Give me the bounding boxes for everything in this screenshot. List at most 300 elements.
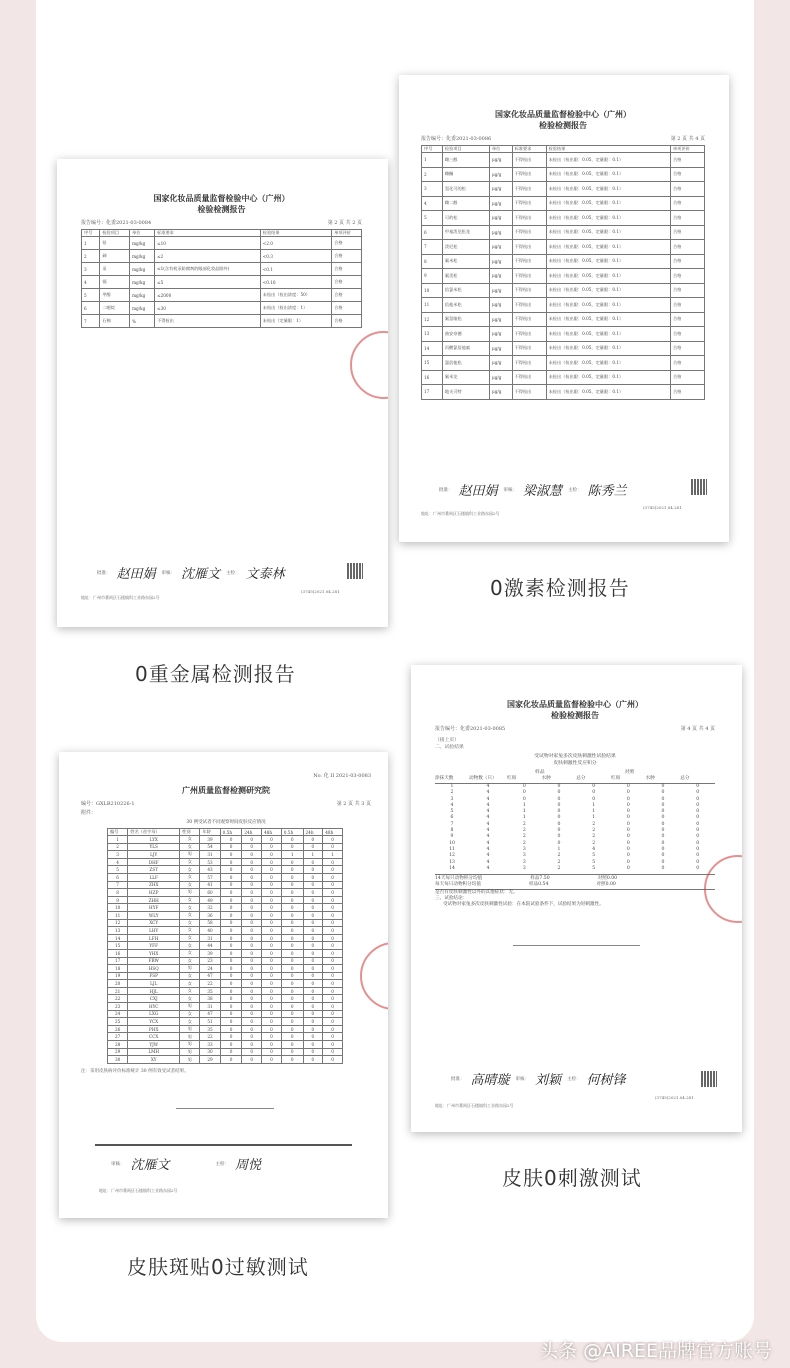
table-cell: 0 (220, 942, 242, 950)
table-cell: 0 (262, 881, 282, 889)
table-cell: 4 (486, 828, 490, 834)
table-cell: 女 (180, 1010, 200, 1018)
table-cell: 43 (200, 866, 220, 874)
report-footer-code: (3745)2021.04.281 (655, 1095, 694, 1100)
table-cell: 4 (486, 796, 490, 802)
column-header: 0.5h (220, 829, 242, 836)
table-cell: 0 (281, 858, 303, 866)
table-cell: 60 (200, 889, 220, 897)
table-cell: mg/kg (130, 276, 155, 289)
table-cell: 33 (200, 1041, 220, 1049)
table-cell: 0 (242, 1018, 262, 1026)
table-cell: 0 (262, 980, 282, 988)
report-number: 报告编号：化委2021-03-0084 (81, 220, 152, 226)
table-cell: 0 (262, 858, 282, 866)
table-cell: 51 (200, 1018, 220, 1026)
table-cell: 0 (303, 934, 323, 942)
table-cell: 男 (180, 1003, 200, 1011)
table-cell: 4 (82, 276, 100, 289)
table-cell: 未检出（检出限：0.05，定量限：0.1） (546, 283, 670, 298)
table-row (422, 327, 705, 342)
table-cell: 未检出（检出限：0.05，定量限：0.1） (546, 182, 670, 197)
table-cell: 2 (82, 250, 100, 263)
table-cell: 10 (422, 283, 443, 298)
table-cell: 0 (220, 965, 242, 973)
table-cell: 0 (592, 790, 596, 796)
table-cell: YHX (128, 949, 180, 957)
table-cell: 0 (262, 911, 282, 919)
table-cell: 0 (281, 995, 303, 1003)
table-cell: μg/g (489, 298, 512, 313)
table-cell: 0 (661, 784, 665, 789)
table-cell: 合格 (670, 167, 704, 182)
table-cell: 0 (242, 843, 262, 851)
table-cell: 0 (242, 972, 262, 980)
sample-group-label: 样品 (535, 770, 545, 775)
table-cell: μg/g (489, 167, 512, 182)
table-cell: 39 (200, 836, 220, 844)
table-cell: 4 (486, 846, 490, 852)
table-cell: 0 (281, 873, 303, 881)
table-cell: 4 (450, 802, 454, 808)
table-row (108, 1025, 343, 1033)
table-cell: 不得检出 (512, 283, 546, 298)
table-cell: 0 (262, 904, 282, 912)
table-cell: 0 (262, 836, 282, 844)
table-cell: 丙酸氯倍他索 (442, 341, 489, 356)
table-cell: 0 (696, 790, 700, 796)
table-cell: 女 (180, 1018, 200, 1026)
table-cell: 1 (108, 836, 128, 844)
table-cell: 0 (262, 1056, 282, 1064)
table-cell: 女 (180, 881, 200, 889)
table-cell: 6 (450, 815, 454, 821)
table-cell: <0.1 (260, 263, 331, 276)
table-cell: 0 (323, 995, 343, 1003)
table-cell: 未检出（检出限：0.05，定量限：0.1） (546, 211, 670, 226)
table-cell: 不得检出 (512, 240, 546, 255)
table-cell: 0 (242, 942, 262, 950)
table-row (108, 896, 343, 904)
table-cell: 0 (220, 1041, 242, 1049)
report-footer: 地址：广州市番禺区石楼镇科工业路东园2号 (81, 595, 160, 600)
table-cell: 倍氯米松 (442, 283, 489, 298)
signature-row (97, 563, 285, 582)
table-cell: 36 (200, 911, 220, 919)
table-cell: ≤10 (155, 237, 261, 250)
column-header: 标准要求 (155, 230, 261, 237)
table-cell: 2 (592, 840, 596, 846)
table-cell: HYC (128, 1003, 180, 1011)
table-cell: 合格 (332, 302, 362, 315)
inspector-label: 主检： (568, 487, 582, 493)
table-cell: 2 (592, 834, 596, 840)
table-cell: 29 (200, 1056, 220, 1064)
table-cell: 1 (522, 809, 526, 815)
table-cell: 31 (200, 851, 220, 859)
table-cell: FSP (128, 972, 180, 980)
report-serial: No. 化 II 2021-03-0083 (313, 773, 371, 779)
column-header: 48h (323, 829, 343, 836)
table-cell: WLY (128, 911, 180, 919)
report-title: 国家化妆品质量监督检验中心（广州） (495, 109, 631, 119)
table-cell: 20 (108, 980, 128, 988)
table-cell: CCX (128, 1033, 180, 1041)
table-cell: mg/kg (130, 263, 155, 276)
table-cell: 不得检出 (512, 327, 546, 342)
table-cell: <2.0 (260, 237, 331, 250)
attachment-label: 附件： (81, 810, 97, 816)
table-cell: 18 (108, 965, 128, 973)
table-cell: 合格 (332, 276, 362, 289)
table-cell: 0 (323, 957, 343, 965)
table-cell: 2 (557, 853, 561, 859)
table-cell: 0 (303, 873, 323, 881)
table-cell: 1 (592, 809, 596, 815)
table-cell: 3 (522, 865, 526, 871)
table-cell: 0 (323, 980, 343, 988)
table-cell: 0 (220, 1003, 242, 1011)
table-cell: 合格 (670, 283, 704, 298)
table-cell: 合格 (670, 269, 704, 284)
table-cell: 0 (281, 1003, 303, 1011)
column-header: 编号 (108, 829, 128, 836)
column-header: 单项评价 (332, 230, 362, 237)
table-cell: 4 (486, 815, 490, 821)
table-cell: 0 (592, 784, 596, 789)
column-header: 标准要求 (512, 146, 546, 153)
table-cell: 1 (522, 802, 526, 808)
table-cell: 0 (557, 809, 561, 815)
table-cell: 0 (220, 1048, 242, 1056)
table-cell: 未检出（检出限：0.05，定量限：0.1） (546, 196, 670, 211)
report-footer-code: (3745)2021.04.281 (643, 505, 682, 510)
table-cell: 0 (303, 881, 323, 889)
table-cell: 12 (108, 919, 128, 927)
table-cell: 0 (262, 919, 282, 927)
table-cell: 0 (303, 911, 323, 919)
table-cell: 28 (108, 1041, 128, 1049)
table-cell: 合格 (670, 298, 704, 313)
table-cell: 2 (557, 865, 561, 871)
table-cell: μg/g (489, 370, 512, 385)
table-cell: 0 (626, 809, 630, 815)
table-cell: 0 (242, 1033, 262, 1041)
table-cell: 0 (626, 828, 630, 834)
table-row (108, 949, 343, 957)
table-cell: 1 (82, 237, 100, 250)
table-cell: 0 (557, 784, 561, 789)
table-cell: 合格 (670, 240, 704, 255)
table-cell: 0 (303, 927, 323, 935)
table-cell: 0 (242, 980, 262, 988)
table-cell: 0 (592, 796, 596, 802)
table-row (108, 1010, 343, 1018)
table-cell: 17 (108, 957, 128, 965)
table-cell: 0 (696, 865, 700, 871)
table-cell: 0 (262, 896, 282, 904)
table-cell: 未检出（检出限：0.05，定量限：0.1） (546, 153, 670, 168)
table-row (82, 237, 362, 250)
table-cell: 2 (450, 790, 454, 796)
table-cell: ZHH (128, 896, 180, 904)
table-cell: 0 (557, 834, 561, 840)
table-cell: 2 (108, 843, 128, 851)
table-cell: 0 (220, 851, 242, 859)
table-cell: 0 (323, 866, 343, 874)
table-cell: 0 (242, 881, 262, 889)
table-cell: 2 (422, 167, 443, 182)
table-cell: 0 (557, 828, 561, 834)
table-cell: 0 (696, 784, 700, 789)
table-cell: 0 (626, 846, 630, 852)
table-cell: 16 (108, 949, 128, 957)
table-cell: 合格 (670, 225, 704, 240)
table-cell: 0 (323, 858, 343, 866)
table-cell: 7 (82, 315, 100, 328)
divider (95, 1144, 352, 1146)
table-cell: 0 (557, 821, 561, 827)
table-cell: 0 (220, 873, 242, 881)
table-cell: 0 (262, 1033, 282, 1041)
table-cell: 合格 (670, 327, 704, 342)
table-cell: 5 (592, 865, 596, 871)
column-header: 涂抹天数 (435, 776, 454, 781)
table-cell: 男 (180, 1025, 200, 1033)
table-cell: 0 (281, 1048, 303, 1056)
table-cell: 0 (303, 1041, 323, 1049)
table-cell: 0 (220, 957, 242, 965)
table-cell: 0 (242, 866, 262, 874)
table-cell: μg/g (489, 196, 512, 211)
column-header: 检验项目 (100, 230, 130, 237)
table-cell: 0 (281, 881, 303, 889)
inspector-signature: 陈秀兰 (587, 484, 627, 499)
heavy-metal-report-image (57, 159, 388, 627)
table-cell: LMH (128, 1048, 180, 1056)
table-cell: 5 (592, 853, 596, 859)
table-cell: 4 (486, 790, 490, 796)
table-cell: 男 (180, 889, 200, 897)
table-cell: 16 (422, 370, 443, 385)
qr-code-icon (347, 563, 363, 579)
table-cell: 13 (449, 859, 455, 865)
table-cell: 24 (200, 965, 220, 973)
table-row (422, 385, 705, 400)
table-cell: 0 (242, 965, 262, 973)
table-cell: 0 (262, 1010, 282, 1018)
table-cell: 0 (281, 1041, 303, 1049)
table-cell: 0 (557, 790, 561, 796)
table-row (108, 889, 343, 897)
table-cell: 0 (281, 942, 303, 950)
table-cell: 0 (242, 957, 262, 965)
column-header: 姓名（首字母） (128, 829, 180, 836)
total-score-label: 14天每只动物积分均值 (435, 876, 483, 882)
caption-irritation: 皮肤0刺激测试 (502, 1166, 642, 1190)
table-row (108, 965, 343, 973)
column-header: 48h (262, 829, 282, 836)
table-cell: LXG (128, 1010, 180, 1018)
table-cell: 0 (661, 865, 665, 871)
table-cell: 4 (486, 834, 490, 840)
table-cell: 氯倍他松 (442, 356, 489, 371)
table-cell: 0 (242, 1025, 262, 1033)
table-cell: 不得检出 (512, 254, 546, 269)
table-cell: 未检出（检出限：0.05，定量限：0.1） (546, 225, 670, 240)
table-cell: μg/g (489, 341, 512, 356)
table-cell: LJL (128, 980, 180, 988)
report-number: 编号：GXLB210226-1 (81, 801, 135, 807)
table-cell: 53 (200, 858, 220, 866)
table-cell: 0 (303, 1056, 323, 1064)
table-cell: 0 (522, 796, 526, 802)
table-cell: 女 (180, 836, 200, 844)
table-row (108, 873, 343, 881)
table-row (422, 370, 705, 385)
table-cell: 0 (303, 896, 323, 904)
table-cell: 1 (422, 153, 443, 168)
approver-signature: 赵田娟 (116, 567, 156, 582)
table-cell: 5 (108, 866, 128, 874)
table-cell: 0 (303, 957, 323, 965)
patch-test-table (107, 828, 343, 1064)
table-cell: μg/g (489, 240, 512, 255)
table-cell: 44 (200, 942, 220, 950)
table-cell: 0 (303, 836, 323, 844)
table-cell: 15 (422, 356, 443, 371)
table-cell: 1 (592, 802, 596, 808)
table-cell: 0 (661, 815, 665, 821)
table-cell: 泼尼松 (442, 240, 489, 255)
table-cell: 0 (696, 809, 700, 815)
inspector-signature: 何树锋 (586, 1073, 626, 1088)
table-cell: 未检出（检出浓度：1） (260, 302, 331, 315)
table-cell: 女 (180, 896, 200, 904)
table-row (422, 240, 705, 255)
table-cell: 30 (200, 1048, 220, 1056)
table-cell: 0 (661, 859, 665, 865)
table-cell: 0 (220, 904, 242, 912)
table-cell: 3 (522, 859, 526, 865)
divider (513, 945, 640, 946)
table-cell: 2 (592, 828, 596, 834)
continued-label: （接上页） (435, 738, 459, 743)
table-cell: 57 (200, 873, 220, 881)
table-cell: 氟米龙 (442, 370, 489, 385)
report-footer: 地址：广州市番禺区石楼镇科工业路东园2号 (421, 511, 500, 516)
table-cell: 0 (262, 927, 282, 935)
patch-allergy-report-image (59, 752, 388, 1218)
table-cell: 0 (242, 934, 262, 942)
table-cell: 女 (180, 911, 200, 919)
table-cell: 0 (220, 896, 242, 904)
table-cell: 氢化可的松 (442, 182, 489, 197)
table-cell: LLF (128, 873, 180, 881)
table-cell: mg/kg (130, 250, 155, 263)
table-cell: 21 (108, 987, 128, 995)
table-cell: 8 (422, 254, 443, 269)
table-cell: 6 (108, 873, 128, 881)
table-cell: 0 (220, 980, 242, 988)
table-cell: 0 (323, 1010, 343, 1018)
table-cell: 0 (323, 942, 343, 950)
table-cell: 9 (422, 269, 443, 284)
inspector-label: 主检： (567, 1076, 581, 1082)
table-cell: 石棉 (100, 315, 130, 328)
table-cell: 31 (200, 1003, 220, 1011)
table-cell: 19 (108, 972, 128, 980)
page-number: 第 2 页 共 3 页 (336, 801, 371, 807)
table-cell: 9 (108, 896, 128, 904)
table-cell: 54 (200, 843, 220, 851)
column-header: 24h (242, 829, 262, 836)
table-cell: 0 (303, 1033, 323, 1041)
table-cell: 12 (449, 853, 455, 859)
table-cell: 4 (486, 802, 490, 808)
table-row (422, 182, 705, 197)
table-cell: 0 (262, 843, 282, 851)
table-cell: 0 (262, 1048, 282, 1056)
table-cell: 0 (220, 934, 242, 942)
report-subtitle: 检验检测报告 (539, 120, 587, 130)
table-row (422, 254, 705, 269)
table-cell: 0 (661, 828, 665, 834)
table-cell: 0 (626, 865, 630, 871)
table-row (422, 269, 705, 284)
table-cell: 0 (323, 965, 343, 973)
table-cell: 0 (242, 911, 262, 919)
table-cell: 汞 (100, 263, 130, 276)
table-cell: 0 (262, 1003, 282, 1011)
table-cell: 0 (303, 965, 323, 973)
table-cell: 10 (108, 904, 128, 912)
table-cell: PHX (128, 1025, 180, 1033)
table-cell: 4 (592, 846, 596, 852)
table-row (422, 225, 705, 240)
table-row (108, 987, 343, 995)
table-row (108, 904, 343, 912)
table-cell: 0 (661, 796, 665, 802)
column-header: 单位 (130, 230, 155, 237)
table-cell: 0 (323, 972, 343, 980)
table-cell: 0 (281, 965, 303, 973)
review-label: 审核： (503, 487, 518, 493)
table-cell: LJY (128, 851, 180, 859)
column-header: 水肿 (541, 776, 551, 781)
table-cell: 氟米松 (442, 254, 489, 269)
table-cell: μg/g (489, 327, 512, 342)
table-cell: 女 (180, 987, 200, 995)
table-cell: DHF (128, 858, 180, 866)
table-cell: 0 (696, 846, 700, 852)
table-cell: 男 (180, 1048, 200, 1056)
approver-signature: 高晴璇 (470, 1073, 510, 1088)
table-note: 注：采用皮肤病评价标准统计 30 例有效受试者结果。 (81, 1068, 189, 1074)
table-cell: 未检出（检出限：0.05，定量限：0.1） (546, 240, 670, 255)
table-cell: 0 (557, 840, 561, 846)
table-cell: 0 (281, 980, 303, 988)
table-cell: 0 (262, 934, 282, 942)
table-cell: 未检出（检出限：0.05，定量限：0.1） (546, 356, 670, 371)
watermark: 头条 @AIREE品牌官方账号 (539, 1340, 772, 1362)
table-cell: 2 (592, 821, 596, 827)
table-cell: 4 (422, 196, 443, 211)
table-cell: YLS (128, 843, 180, 851)
signature-row (439, 480, 627, 499)
table-cell: 0 (626, 784, 630, 789)
table-cell: HSQ (128, 965, 180, 973)
